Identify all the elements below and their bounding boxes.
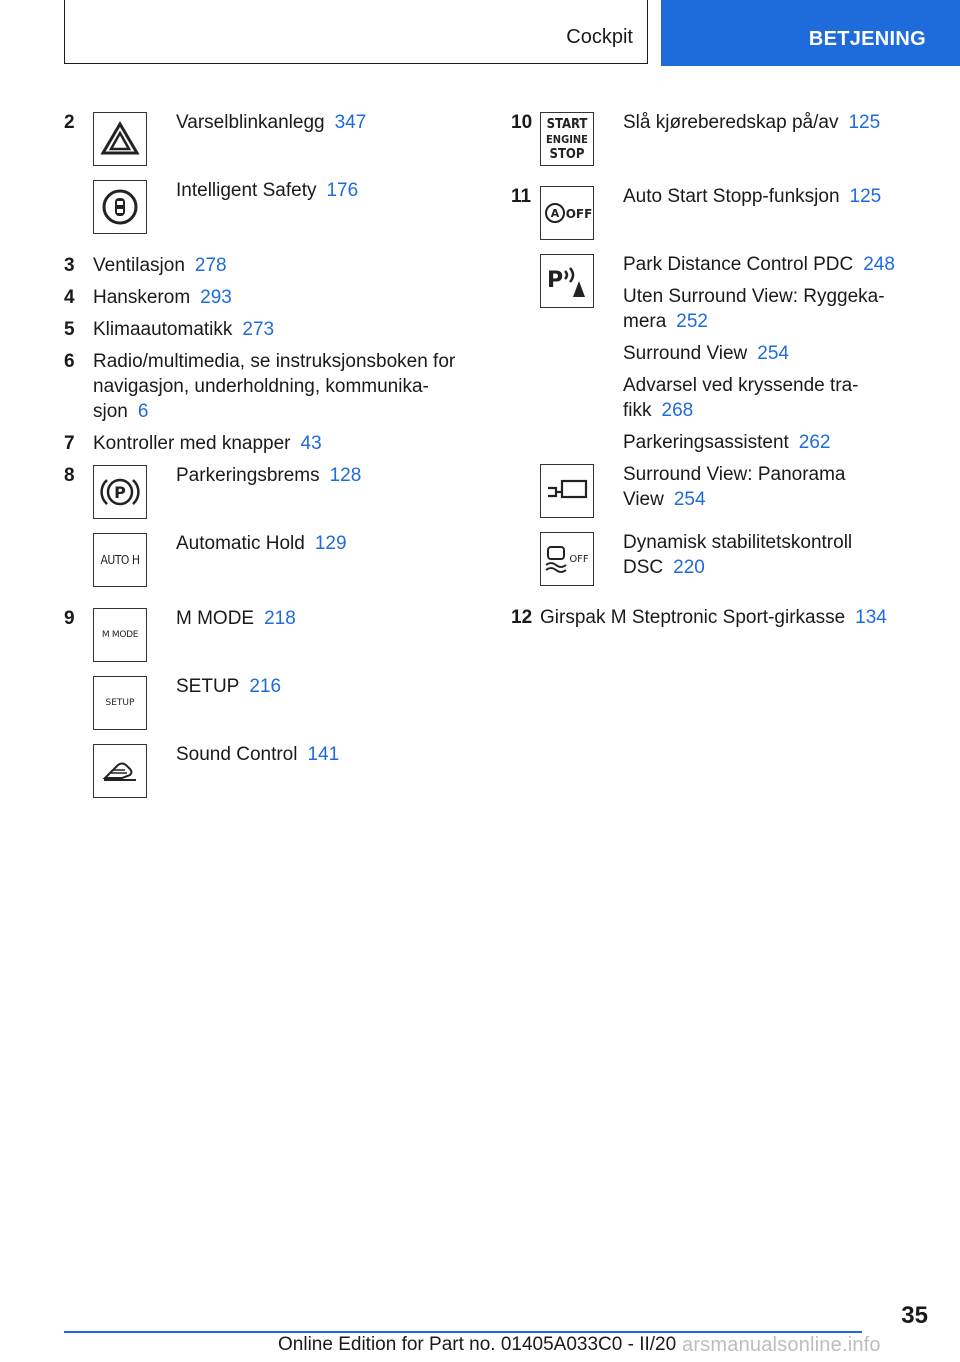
start-engine-stop-icon [540, 112, 594, 166]
item-label-line: fikk [623, 400, 652, 421]
list-item [511, 184, 931, 240]
item-number: 4 [64, 287, 75, 308]
page-link[interactable]: 125 [849, 186, 882, 207]
svg-text:P: P [547, 268, 564, 293]
list-item [511, 462, 931, 518]
item-number: 11 [511, 186, 532, 207]
list-item [64, 674, 464, 730]
list-item [64, 349, 464, 424]
watermark: arsmanualsonline.info [682, 1334, 881, 1356]
page-number: 35 [901, 1302, 928, 1329]
left-column [64, 110, 464, 798]
park-distance-control-icon [540, 254, 594, 308]
stop-label: STOP [549, 146, 585, 162]
off-label: OFF [565, 207, 592, 221]
page-link[interactable]: 176 [326, 180, 359, 201]
item-label: Park Distance Control PDC [623, 254, 854, 275]
auto-hold-icon-label: AUTO H [100, 553, 140, 567]
page-link[interactable]: 268 [661, 400, 694, 421]
engine-label: ENGINE [546, 132, 588, 146]
list-item [64, 531, 464, 587]
item-label-line: Uten Surround View: Ryggeka- [623, 286, 885, 307]
item-label: Slå kjøreberedskap på/av [623, 112, 839, 133]
item-label: Hanskerom [93, 287, 191, 308]
page-link[interactable]: 125 [848, 112, 881, 133]
item-number: 9 [64, 608, 75, 629]
item-label-line: sjon [93, 401, 128, 422]
page-link[interactable]: 6 [137, 401, 149, 422]
item-label: M MODE [176, 608, 255, 629]
hazard-warning-icon [93, 112, 147, 166]
page-link[interactable]: 254 [673, 489, 706, 510]
svg-text:P: P [114, 483, 126, 502]
list-item [64, 178, 464, 234]
right-column [511, 110, 931, 630]
page-link[interactable]: 129 [314, 533, 347, 554]
list-item [64, 317, 464, 342]
dsc-off-label: OFF [569, 554, 589, 565]
edition-note: Online Edition for Part no. 01405A033C0 - II/20 [278, 1334, 677, 1355]
page-link[interactable]: 141 [307, 744, 340, 765]
svg-text:A: A [550, 207, 560, 220]
item-number: 2 [64, 112, 75, 133]
page-link[interactable]: 262 [798, 432, 831, 453]
item-label: Parkeringsbrems [176, 465, 320, 486]
auto-hold-icon [93, 533, 147, 587]
page-link[interactable]: 220 [673, 557, 705, 578]
page-link[interactable]: 293 [200, 287, 232, 308]
item-number: 10 [511, 112, 533, 133]
list-item [511, 530, 931, 586]
item-label-line: DSC [623, 557, 664, 578]
chapter-title: BETJENING [808, 28, 926, 50]
item-label-line: navigasjon, underholdning, kommunika- [93, 376, 429, 397]
item-label: Girspak M Steptronic Sport-girkasse [540, 607, 846, 628]
item-label: Intelligent Safety [176, 180, 317, 201]
item-label: SETUP [176, 676, 240, 697]
list-item [511, 252, 931, 455]
page-link[interactable]: 248 [863, 254, 895, 275]
list-item [511, 110, 931, 166]
list-item [511, 605, 931, 630]
page-link[interactable]: 134 [855, 607, 887, 628]
page-link[interactable]: 252 [676, 311, 708, 332]
item-number: 6 [64, 351, 75, 372]
item-number: 7 [64, 433, 75, 454]
item-label-line: Advarsel ved kryssende tra- [623, 375, 859, 396]
item-label: Automatic Hold [176, 533, 305, 554]
chapter-tab[interactable] [661, 0, 960, 66]
list-item [64, 742, 464, 798]
start-label: START [546, 116, 588, 132]
list-item [64, 253, 464, 278]
intelligent-safety-icon [93, 180, 147, 234]
page-link[interactable]: 216 [249, 676, 282, 697]
dsc-off-icon [540, 532, 594, 586]
surround-view-panorama-icon [540, 464, 594, 518]
footer-divider [64, 1331, 862, 1333]
page-header [0, 0, 960, 66]
item-label: Kontroller med knapper [93, 433, 291, 454]
auto-start-stop-icon [540, 186, 594, 240]
sound-control-icon [93, 744, 147, 798]
page-link[interactable]: 278 [194, 255, 227, 276]
page-link[interactable]: 273 [242, 319, 275, 340]
item-number: 3 [64, 255, 75, 276]
list-item [64, 431, 464, 456]
m-mode-icon [93, 608, 147, 662]
item-label: Varselblinkanlegg [176, 112, 325, 133]
list-item [64, 285, 464, 310]
item-label: Parkeringsassistent [623, 432, 789, 453]
item-number: 8 [64, 465, 75, 486]
item-label: Klimaautomatikk [93, 319, 233, 340]
setup-icon-label: SETUP [105, 698, 135, 708]
page-link[interactable]: 128 [329, 465, 362, 486]
item-number: 12 [511, 607, 533, 628]
list-item [64, 110, 464, 166]
setup-icon [93, 676, 147, 730]
page-link[interactable]: 218 [264, 608, 296, 629]
section-title: Cockpit [566, 26, 633, 48]
m-mode-icon-label: M MODE [101, 630, 139, 640]
item-label: Ventilasjon [93, 255, 185, 276]
item-label-line: Dynamisk stabilitetskontroll [623, 532, 853, 553]
list-item [64, 606, 464, 662]
item-label: Auto Start Stopp-funksjon [623, 186, 840, 207]
parking-brake-icon [93, 465, 147, 519]
item-number: 5 [64, 319, 75, 340]
page-link[interactable]: 43 [300, 433, 322, 454]
item-label-line: Radio/multimedia, se instruksjonsboken for [93, 351, 456, 372]
item-label-line: mera [623, 311, 667, 332]
page-link[interactable]: 254 [757, 343, 789, 364]
list-item [64, 463, 464, 519]
item-label: Surround View [623, 343, 748, 364]
item-label-line: Surround View: Panorama [623, 464, 846, 485]
item-label: Sound Control [176, 744, 298, 765]
section-header-box [64, 0, 648, 64]
page-link[interactable]: 347 [334, 112, 367, 133]
item-label-line: View [623, 489, 664, 510]
